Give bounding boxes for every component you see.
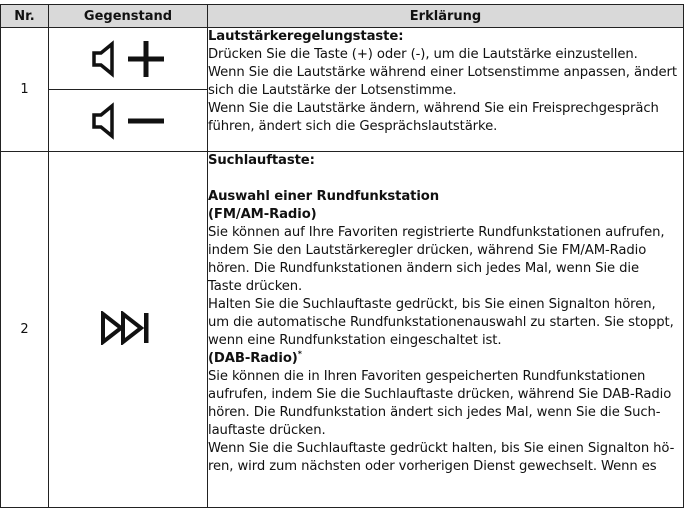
header-row — [1, 5, 684, 28]
text-line: Sie können auf Ihre Favoriten registrierte Rundfunkstationen aufrufen, — [208, 225, 665, 240]
text-line: Halten Sie die Suchlauftaste gedrückt, bis Sie einen Signalton hören, — [208, 297, 656, 312]
seek-forward-icon — [100, 311, 156, 345]
text-line: Wenn Sie die Lautstärke während einer Lotsenstimme anpassen, ändert — [208, 65, 677, 80]
speaker-plus-icon — [88, 39, 168, 79]
text-line: sich die Lautstärke der Lotsenstimme. — [208, 83, 457, 98]
text-line: hören. Die Rundfunkstationen ändern sich jedes Mal, wenn Sie die — [208, 261, 639, 276]
text-line: Taste drücken. — [208, 279, 303, 294]
text-line: ren, wird zum nächsten oder vorherigen Dienst gewechselt. Wenn es — [208, 459, 657, 474]
dab-label: (DAB-Radio) — [208, 351, 298, 366]
text-line: Sie können die in Ihren Favoriten gespeicherten Rundfunkstationen — [208, 369, 646, 384]
item-cell — [49, 152, 208, 508]
row-number: 2 — [1, 152, 49, 508]
fm-am-label: (FM/AM-Radio) — [208, 207, 317, 222]
text-line: hören. Die Rundfunkstation ändert sich jedes Mal, wenn Sie die Such- — [208, 405, 661, 420]
volume-up-cell — [49, 28, 207, 90]
dab-label-line — [208, 350, 683, 368]
description-cell — [208, 152, 684, 508]
text-line: indem Sie den Lautstärkeregler drücken, während Sie FM/AM-Radio — [208, 243, 647, 258]
speaker-minus-icon — [88, 101, 168, 141]
header-nr: Nr. — [1, 5, 49, 28]
volume-down-cell — [49, 90, 207, 151]
row-title: Suchlauftaste: — [208, 153, 315, 168]
text-line: Wenn Sie die Lautstärke ändern, während Sie ein Freisprechgespräch — [208, 101, 659, 116]
text-line: wenn eine Rundfunkstation eingeschaltet ist. — [208, 333, 502, 348]
header-description: Erklärung — [208, 5, 684, 28]
footnote-mark: * — [297, 349, 302, 359]
text-line: Drücken Sie die Taste (+) oder (-), um die Lautstärke einzustellen. — [208, 47, 638, 62]
row-title: Lautstärkeregelungstaste: — [208, 29, 404, 44]
row-number: 1 — [1, 28, 49, 152]
text-line: um die automatische Rundfunkstationenauswahl zu starten. Sie stoppt, — [208, 315, 674, 330]
blank-line — [208, 170, 683, 188]
item-cell — [49, 28, 208, 152]
table-row — [1, 152, 684, 508]
text-line: Wenn Sie die Suchlauftaste gedrückt halten, bis Sie einen Signalton hö- — [208, 441, 675, 456]
header-item: Gegenstand — [49, 5, 208, 28]
text-line: aufrufen, indem Sie die Suchlauftaste drücken, während Sie DAB-Radio — [208, 387, 672, 402]
description-cell — [208, 28, 684, 152]
text-line: lauftaste drücken. — [208, 423, 326, 438]
instruction-table — [0, 4, 684, 508]
text-line: führen, ändert sich die Gesprächslautstärke. — [208, 119, 498, 134]
section-heading: Auswahl einer Rundfunkstation — [208, 189, 439, 204]
table-row — [1, 28, 684, 152]
